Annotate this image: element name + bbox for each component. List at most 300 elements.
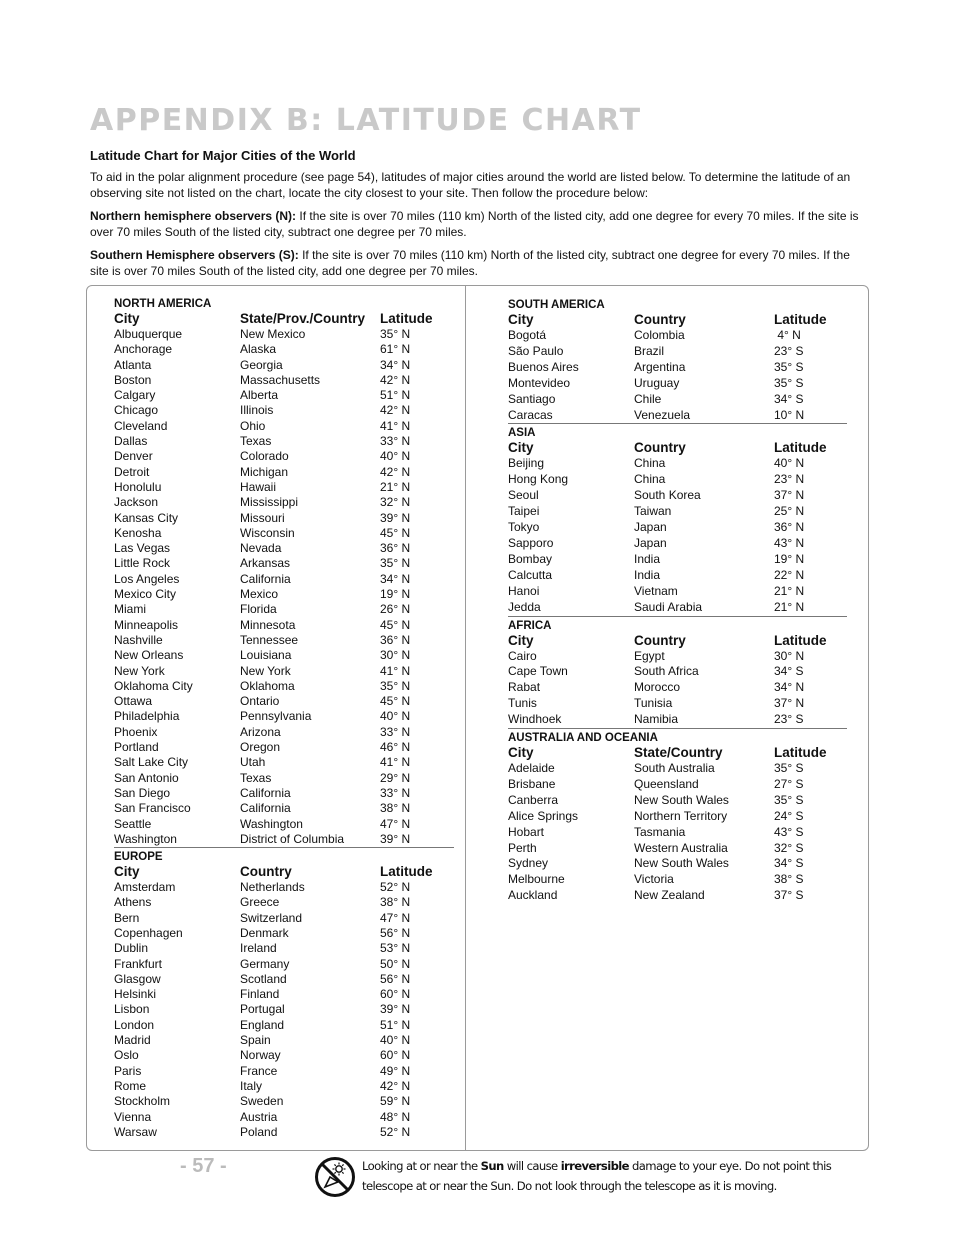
latitude-cell: 49° N <box>380 1063 411 1078</box>
table-row <box>114 633 454 648</box>
latitude-cell: 50° N <box>380 956 411 971</box>
table-row <box>508 504 847 520</box>
latitude-cell: 22° N <box>774 567 805 582</box>
column-header: State/Prov./Country <box>240 311 366 326</box>
latitude-cell: 38° N <box>380 801 411 816</box>
latitude-cell: 34° N <box>380 357 411 372</box>
sun-warning-text <box>362 1156 860 1196</box>
column-header: Latitude <box>774 632 827 648</box>
latitude-cell: 41° N <box>380 755 411 770</box>
city-cell: Bombay <box>508 551 553 566</box>
city-cell: Beijing <box>508 456 545 471</box>
region-cell: Michigan <box>240 464 289 479</box>
region-cell: Mexico <box>240 587 279 602</box>
city-cell: Dublin <box>114 941 149 956</box>
region-cell: District of Columbia <box>240 831 345 846</box>
table-row <box>114 957 454 972</box>
city-cell: Washington <box>114 831 177 846</box>
region-cell: Italy <box>240 1078 263 1093</box>
city-cell: Cleveland <box>114 418 168 433</box>
table-row <box>114 880 454 895</box>
region-block <box>508 619 847 730</box>
latitude-cell: 10° N <box>774 407 805 422</box>
latitude-cell: 51° N <box>380 1017 411 1032</box>
column-header: City <box>508 440 534 456</box>
city-cell: Nashville <box>114 632 163 647</box>
latitude-cell: 39° N <box>380 1002 411 1017</box>
region-cell: China <box>634 456 666 471</box>
no-sun-viewing-icon <box>314 1156 356 1198</box>
region-cell: Georgia <box>240 357 283 372</box>
region-cell: Scotland <box>240 971 287 986</box>
region-cell: Ontario <box>240 694 280 709</box>
column-header: Latitude <box>380 311 433 326</box>
region-cell: Alaska <box>240 342 277 357</box>
column-header: City <box>508 745 534 761</box>
latitude-cell: 38° S <box>774 872 804 887</box>
city-cell: Madrid <box>114 1033 151 1048</box>
city-cell: Brisbane <box>508 776 556 791</box>
latitude-cell: 40° N <box>380 709 411 724</box>
column-header: Country <box>634 632 686 648</box>
column-header: City <box>508 632 534 648</box>
table-row <box>508 793 847 809</box>
table-row <box>508 888 847 904</box>
latitude-cell: 32° N <box>380 495 411 510</box>
region-cell: Austria <box>240 1109 278 1124</box>
latitude-cell: 26° N <box>380 602 411 617</box>
region-cell: Brazil <box>634 343 665 358</box>
table-row <box>114 358 454 373</box>
latitude-cell: 48° N <box>380 1109 411 1124</box>
city-cell: Lisbon <box>114 1002 150 1017</box>
city-cell: New Orleans <box>114 648 184 663</box>
city-cell: Tokyo <box>508 520 540 535</box>
table-row <box>114 941 454 956</box>
table-row <box>114 664 454 679</box>
city-cell: Denver <box>114 449 153 464</box>
latitude-cell: 42° N <box>380 464 411 479</box>
table-row <box>114 1094 454 1109</box>
table-row <box>114 895 454 910</box>
region-cell: Alberta <box>240 388 279 403</box>
northern-hemisphere-note <box>90 208 866 240</box>
region-cell: Norway <box>240 1048 281 1063</box>
table-row <box>114 832 454 847</box>
city-cell: London <box>114 1017 155 1032</box>
latitude-cell: 43° S <box>774 824 804 839</box>
latitude-cell: 40° N <box>774 456 805 471</box>
region-cell: Chile <box>634 391 662 406</box>
region-block <box>508 426 847 616</box>
right-column <box>508 297 847 906</box>
city-cell: San Diego <box>114 785 171 800</box>
latitude-cell: 38° N <box>380 895 411 910</box>
region-cell: China <box>634 472 666 487</box>
region-cell: Venezuela <box>634 407 691 422</box>
latitude-cell: 34° N <box>380 571 411 586</box>
latitude-cell: 32° S <box>774 840 804 855</box>
table-row <box>508 825 847 841</box>
city-cell: Mexico City <box>114 587 177 602</box>
latitude-cell: 19° N <box>774 551 805 566</box>
city-cell: Windhoek <box>508 712 562 727</box>
latitude-cell: 45° N <box>380 525 411 540</box>
table-row <box>114 388 454 403</box>
latitude-cell: 35° S <box>774 761 804 776</box>
latitude-cell: 34° S <box>774 664 804 679</box>
latitude-cell: 47° N <box>380 910 411 925</box>
table-row <box>114 465 454 480</box>
latitude-cell: 25° N <box>774 504 805 519</box>
city-cell: New York <box>114 663 165 678</box>
table-row <box>114 926 454 941</box>
region-cell: Uruguay <box>634 375 680 390</box>
city-cell: Santiago <box>508 391 556 406</box>
region-cell: Louisiana <box>240 648 292 663</box>
latitude-cell: 37° S <box>774 888 804 903</box>
region-cell: Mississippi <box>240 495 299 510</box>
table-row <box>114 419 454 434</box>
region-cell: Netherlands <box>240 880 305 895</box>
table-row <box>114 911 454 926</box>
city-cell: Perth <box>508 840 537 855</box>
latitude-cell: 30° N <box>774 648 805 663</box>
city-cell: Rome <box>114 1078 147 1093</box>
column-header: State/Country <box>634 745 723 761</box>
latitude-cell: 45° N <box>380 694 411 709</box>
city-cell: Anchorage <box>114 342 173 357</box>
region-cell: Vietnam <box>634 583 678 598</box>
column-header: Latitude <box>774 440 827 456</box>
region-cell: Namibia <box>634 712 679 727</box>
latitude-cell: 43° N <box>774 535 805 550</box>
city-cell: Sapporo <box>508 535 554 550</box>
latitude-cell: 23° S <box>774 343 804 358</box>
column-header: Latitude <box>774 745 827 761</box>
latitude-cell: 30° N <box>380 648 411 663</box>
warning-text-part: will cause <box>503 1159 561 1173</box>
table-row <box>114 1048 454 1063</box>
latitude-cell: 36° N <box>380 541 411 556</box>
city-cell: Atlanta <box>114 357 152 372</box>
table-row <box>114 740 454 755</box>
region-cell: Greece <box>240 895 280 910</box>
table-row <box>508 568 847 584</box>
city-cell: Auckland <box>508 888 558 903</box>
region-cell: Colombia <box>634 328 685 342</box>
region-cell: Egypt <box>634 648 665 663</box>
latitude-cell: 40° N <box>380 449 411 464</box>
table-row <box>508 408 847 424</box>
region-cell: Victoria <box>634 872 674 887</box>
latitude-cell: 21° N <box>774 583 805 598</box>
city-cell: Rabat <box>508 680 541 695</box>
table-row <box>114 480 454 495</box>
table-row <box>114 495 454 510</box>
region-cell: Japan <box>634 520 667 535</box>
table-row <box>114 725 454 740</box>
region-cell: India <box>634 551 661 566</box>
column-header: City <box>114 864 140 880</box>
latitude-cell: 39° N <box>380 831 411 846</box>
city-cell: Jackson <box>114 495 159 510</box>
latitude-cell: 45° N <box>380 617 411 632</box>
column-header: Latitude <box>774 312 827 327</box>
table-row <box>508 712 847 728</box>
table-row <box>508 777 847 793</box>
city-cell: Taipei <box>508 504 540 519</box>
latitude-cell: 46° N <box>380 740 411 755</box>
region-cell: Tasmania <box>634 824 686 839</box>
table-header <box>114 311 454 327</box>
warning-irreversible-word: irreversible <box>560 1159 629 1173</box>
city-cell: Las Vegas <box>114 541 171 556</box>
city-cell: Stockholm <box>114 1094 171 1109</box>
region-cell: France <box>240 1063 278 1078</box>
region-cell: Western Australia <box>634 840 728 855</box>
region-cell: Argentina <box>634 359 686 374</box>
table-row <box>114 987 454 1002</box>
table-row <box>114 541 454 556</box>
table-row <box>508 680 847 696</box>
latitude-cell: 24° S <box>774 808 804 823</box>
region-cell: Ireland <box>240 941 277 956</box>
city-cell: Copenhagen <box>114 925 183 940</box>
latitude-cell: 35° S <box>774 375 804 390</box>
table-row <box>114 771 454 786</box>
region-cell: Tunisia <box>634 696 673 711</box>
warning-text-part: damage to your eye. Do not point this telescope at or near the Sun. Do not look through the telescope as it is moving. <box>362 1159 832 1193</box>
city-cell: San Francisco <box>114 801 191 816</box>
table-row <box>114 511 454 526</box>
latitude-cell: 35° S <box>774 792 804 807</box>
region-cell: Florida <box>240 602 277 617</box>
table-row <box>114 572 454 587</box>
table-row <box>114 786 454 801</box>
latitude-cell: 19° N <box>380 587 411 602</box>
latitude-cell: 23° S <box>774 712 804 727</box>
city-cell: Frankfurt <box>114 956 163 971</box>
city-cell: Warsaw <box>114 1124 157 1139</box>
region-cell: California <box>240 801 291 816</box>
city-cell: Paris <box>114 1063 142 1078</box>
city-cell: Bern <box>114 910 140 925</box>
table-row <box>508 328 847 344</box>
latitude-cell: 61° N <box>380 342 411 357</box>
latitude-cell: 4° N <box>774 328 801 342</box>
northern-text: If the site is over 70 miles (110 km) North of the listed city, add one degree for every 70 miles. If the site is over 70 miles South of the listed city, subtract one degree per 70 miles. <box>90 209 859 239</box>
table-row <box>508 536 847 552</box>
table-row <box>508 856 847 872</box>
latitude-cell: 42° N <box>380 372 411 387</box>
region-cell: Tennessee <box>240 632 299 647</box>
city-cell: Kansas City <box>114 510 179 525</box>
table-row <box>114 1125 454 1140</box>
latitude-cell: 33° N <box>380 724 411 739</box>
latitude-cell: 60° N <box>380 987 411 1002</box>
region-cell: Wisconsin <box>240 525 295 540</box>
latitude-cell: 36° N <box>774 520 805 535</box>
city-cell: Bogotá <box>508 328 547 342</box>
city-cell: Philadelphia <box>114 709 180 724</box>
table-row <box>508 376 847 392</box>
city-cell: Adelaide <box>508 761 555 776</box>
table-row <box>114 373 454 388</box>
region-cell: Colorado <box>240 449 289 464</box>
latitude-cell: 37° N <box>774 488 805 503</box>
table-row <box>114 526 454 541</box>
city-cell: Boston <box>114 372 152 387</box>
table-row <box>114 1079 454 1094</box>
latitude-cell: 33° N <box>380 434 411 449</box>
latitude-cell: 40° N <box>380 1033 411 1048</box>
latitude-cell: 53° N <box>380 941 411 956</box>
city-cell: Sydney <box>508 856 549 871</box>
latitude-cell: 56° N <box>380 971 411 986</box>
latitude-cell: 59° N <box>380 1094 411 1109</box>
table-row <box>114 801 454 816</box>
city-cell: Portland <box>114 740 159 755</box>
table-row <box>114 755 454 770</box>
region-name: AFRICA <box>508 619 552 632</box>
region-cell: Northern Territory <box>634 808 728 823</box>
table-row <box>114 679 454 694</box>
table-row <box>508 488 847 504</box>
region-block <box>114 850 454 1140</box>
region-cell: Oklahoma <box>240 678 295 693</box>
latitude-cell: 34° S <box>774 391 804 406</box>
city-cell: Calcutta <box>508 567 553 582</box>
table-row <box>508 761 847 777</box>
city-cell: Vienna <box>114 1109 152 1124</box>
city-cell: Melbourne <box>508 872 565 887</box>
latitude-cell: 34° S <box>774 856 804 871</box>
latitude-cell: 35° N <box>380 327 411 341</box>
page-number: - 57 - <box>180 1155 227 1177</box>
column-header: Country <box>634 440 686 456</box>
latitude-cell: 42° N <box>380 403 411 418</box>
city-cell: Glasgow <box>114 971 161 986</box>
region-cell: California <box>240 785 291 800</box>
latitude-cell: 42° N <box>380 1078 411 1093</box>
latitude-cell: 27° S <box>774 776 804 791</box>
column-header: Country <box>634 312 686 327</box>
table-header <box>114 864 454 880</box>
table-row <box>114 327 454 342</box>
city-cell: Oslo <box>114 1048 139 1063</box>
latitude-cell: 51° N <box>380 388 411 403</box>
table-row <box>508 552 847 568</box>
city-cell: Montevideo <box>508 375 571 390</box>
city-cell: Little Rock <box>114 556 171 571</box>
region-block <box>508 298 847 424</box>
table-row <box>114 618 454 633</box>
column-header: City <box>508 312 534 327</box>
latitude-cell: 33° N <box>380 785 411 800</box>
city-cell: Hobart <box>508 824 545 839</box>
southern-text: If the site is over 70 miles (110 km) North of the listed city, subtract one degree for every 70 miles. If the site is over 70 miles South of the listed city, add one degree per 70 miles. <box>90 248 850 278</box>
table-row <box>114 1064 454 1079</box>
city-cell: Oklahoma City <box>114 678 193 693</box>
left-column <box>114 296 454 1142</box>
region-cell: Switzerland <box>240 910 303 925</box>
column-header: Latitude <box>380 864 433 880</box>
region-cell: Denmark <box>240 925 289 940</box>
latitude-cell: 35° S <box>774 359 804 374</box>
city-cell: Los Angeles <box>114 571 180 586</box>
table-row <box>114 694 454 709</box>
region-cell: Portugal <box>240 1002 285 1017</box>
table-row <box>114 648 454 663</box>
table-row <box>114 1110 454 1125</box>
latitude-cell: 52° N <box>380 1124 411 1139</box>
city-cell: Ottawa <box>114 694 153 709</box>
table-row <box>508 649 847 665</box>
city-cell: Albuquerque <box>114 327 183 341</box>
column-header: Country <box>240 864 292 880</box>
warning-text-part: Looking at or near the <box>362 1159 481 1173</box>
table-row <box>508 472 847 488</box>
table-row <box>114 434 454 449</box>
region-block <box>114 297 454 848</box>
city-cell: Dallas <box>114 434 148 449</box>
latitude-cell: 23° N <box>774 472 805 487</box>
region-cell: Finland <box>240 987 280 1002</box>
warning-sun-word: Sun <box>480 1159 504 1173</box>
region-cell: South Korea <box>634 488 701 503</box>
latitude-cell: 29° N <box>380 770 411 785</box>
region-cell: Saudi Arabia <box>634 599 703 614</box>
table-row <box>114 1033 454 1048</box>
region-name: NORTH AMERICA <box>114 298 212 310</box>
column-header: City <box>114 311 140 326</box>
intro-paragraph: To aid in the polar alignment procedure (see page 54), latitudes of major cities around the world are listed below. To determine the latitude of an observing site not listed on the chart, locate the city closest to your site. Then follow the procedure below: <box>90 170 851 200</box>
region-cell: New Zealand <box>634 888 705 903</box>
latitude-cell: 21° N <box>774 599 805 614</box>
region-name: SOUTH AMERICA <box>508 299 605 311</box>
table-row <box>508 360 847 376</box>
latitude-cell: 39° N <box>380 510 411 525</box>
region-cell: New York <box>240 663 291 678</box>
table-row <box>508 664 847 680</box>
city-cell: Detroit <box>114 464 150 479</box>
region-cell: New South Wales <box>634 856 729 871</box>
region-cell: Pennsylvania <box>240 709 312 724</box>
table-row <box>508 696 847 712</box>
latitude-cell: 60° N <box>380 1048 411 1063</box>
column-divider <box>465 285 466 1151</box>
intro-heading: Latitude Chart for Major Cities of the World <box>90 148 356 163</box>
region-name: EUROPE <box>114 851 163 864</box>
table-row <box>508 584 847 600</box>
page-title: APPENDIX B: LATITUDE CHART <box>90 103 642 138</box>
region-cell: South Australia <box>634 761 715 776</box>
city-cell: Salt Lake City <box>114 755 189 770</box>
latitude-cell: 36° N <box>380 632 411 647</box>
table-row <box>114 1018 454 1033</box>
region-cell: South Africa <box>634 664 699 679</box>
city-cell: Amsterdam <box>114 880 176 895</box>
city-cell: Tunis <box>508 696 537 711</box>
city-cell: Miami <box>114 602 146 617</box>
city-cell: Chicago <box>114 403 159 418</box>
region-cell: Illinois <box>240 403 274 418</box>
region-cell: Massachusetts <box>240 372 321 387</box>
region-cell: Germany <box>240 956 290 971</box>
region-name: ASIA <box>508 427 536 440</box>
table-row <box>114 342 454 357</box>
